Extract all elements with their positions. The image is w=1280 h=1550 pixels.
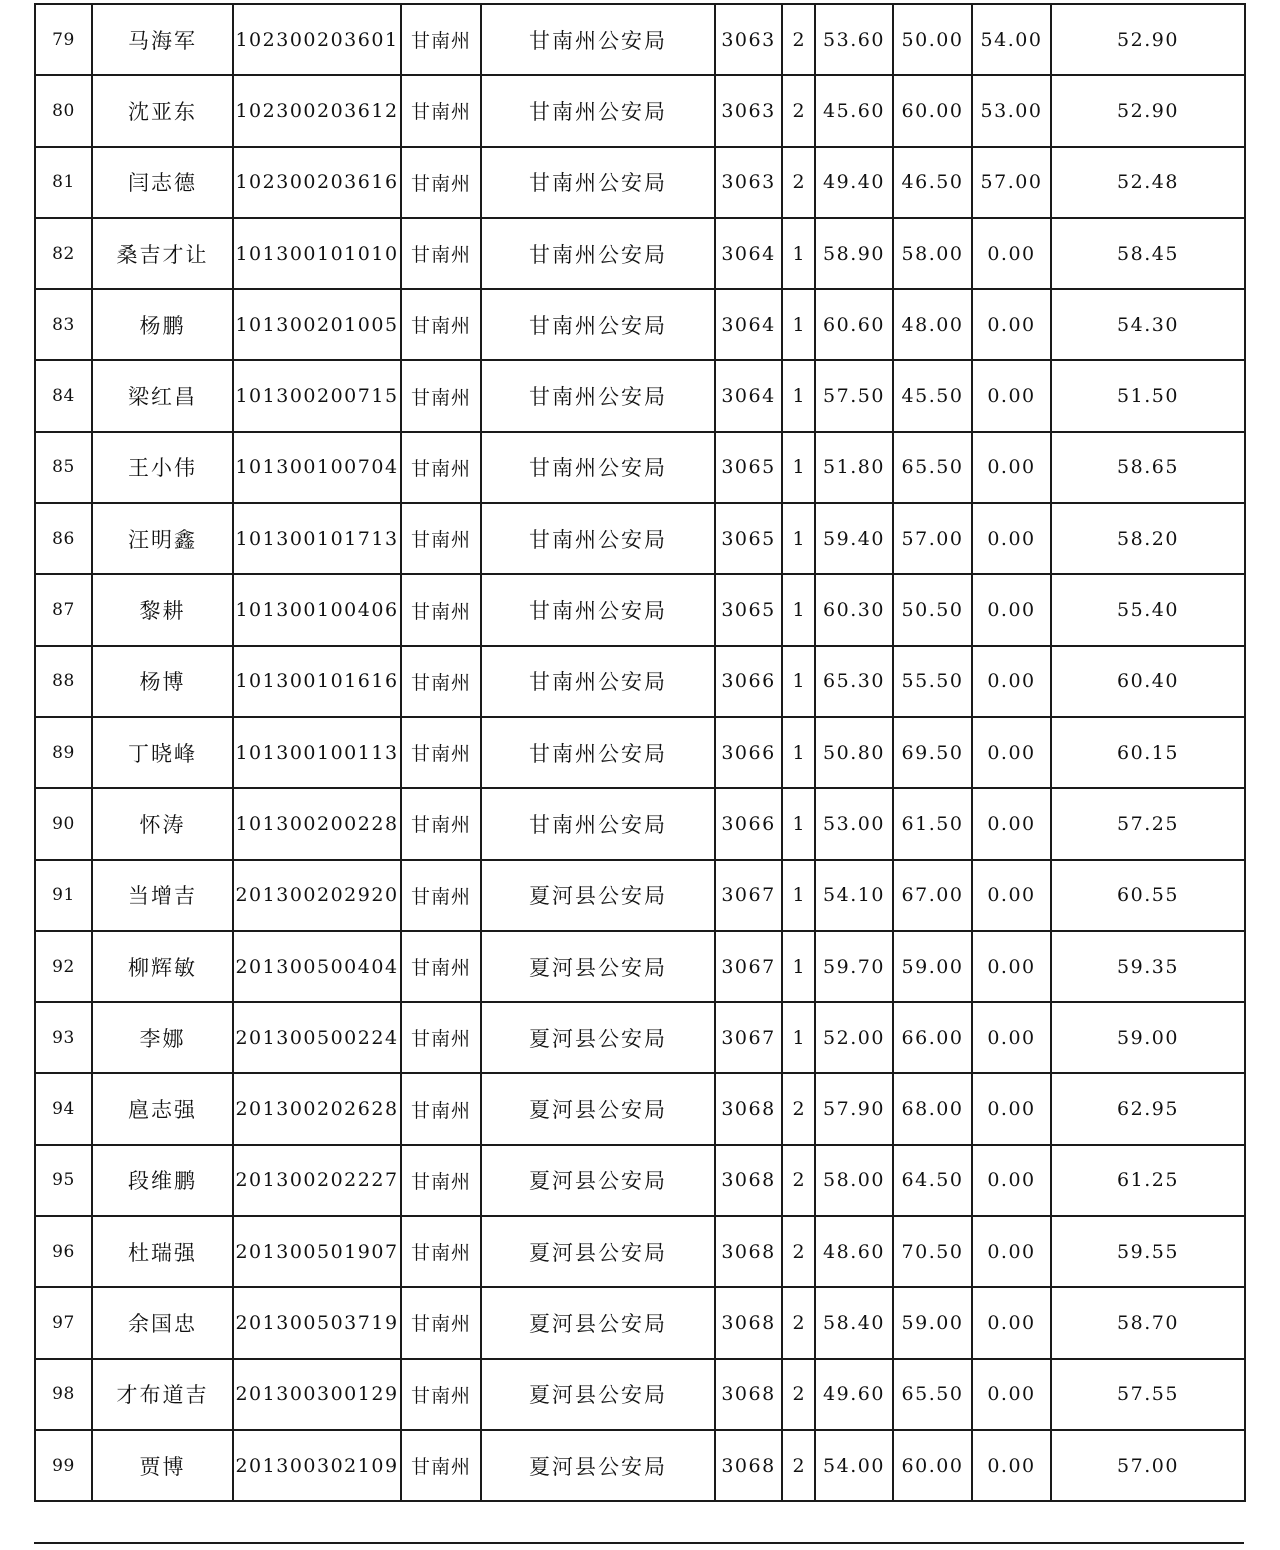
exam-id-cell: 101300101010 bbox=[233, 218, 401, 289]
region-cell: 甘南州 bbox=[401, 931, 481, 1002]
region-cell: 甘南州 bbox=[401, 1216, 481, 1287]
hiring-unit-cell: 甘南州公安局 bbox=[481, 147, 715, 218]
row-index-cell: 91 bbox=[35, 860, 92, 931]
total-score-cell: 57.25 bbox=[1051, 788, 1245, 859]
table-bottom-border bbox=[34, 1542, 1244, 1544]
score-test-cell: 58.00 bbox=[893, 218, 972, 289]
score-extra-cell: 0.00 bbox=[972, 360, 1051, 431]
score-test-cell: 55.50 bbox=[893, 646, 972, 717]
region-cell: 甘南州 bbox=[401, 1145, 481, 1216]
score-extra-cell: 0.00 bbox=[972, 1002, 1051, 1073]
region-cell: 甘南州 bbox=[401, 147, 481, 218]
region-cell: 甘南州 bbox=[401, 1287, 481, 1358]
table-body bbox=[35, 4, 1245, 1501]
hiring-unit-cell: 夏河县公安局 bbox=[481, 1359, 715, 1430]
score-written-cell: 59.70 bbox=[815, 931, 893, 1002]
post-code-cell: 3068 bbox=[715, 1287, 782, 1358]
candidate-name-cell: 扈志强 bbox=[92, 1073, 233, 1144]
score-extra-cell: 0.00 bbox=[972, 931, 1051, 1002]
post-code-cell: 3066 bbox=[715, 788, 782, 859]
candidate-name-cell: 汪明鑫 bbox=[92, 503, 233, 574]
score-extra-cell: 0.00 bbox=[972, 646, 1051, 717]
row-index-cell: 97 bbox=[35, 1287, 92, 1358]
candidate-name-cell: 黎耕 bbox=[92, 574, 233, 645]
score-written-cell: 53.00 bbox=[815, 788, 893, 859]
score-extra-cell: 0.00 bbox=[972, 788, 1051, 859]
total-score-cell: 58.70 bbox=[1051, 1287, 1245, 1358]
score-extra-cell: 0.00 bbox=[972, 503, 1051, 574]
score-extra-cell: 0.00 bbox=[972, 432, 1051, 503]
score-extra-cell: 0.00 bbox=[972, 289, 1051, 360]
post-code-cell: 3066 bbox=[715, 717, 782, 788]
score-extra-cell: 0.00 bbox=[972, 1145, 1051, 1216]
row-index-cell: 83 bbox=[35, 289, 92, 360]
score-written-cell: 51.80 bbox=[815, 432, 893, 503]
hiring-unit-cell: 夏河县公安局 bbox=[481, 1073, 715, 1144]
candidate-name-cell: 梁红昌 bbox=[92, 360, 233, 431]
candidate-name-cell: 当增吉 bbox=[92, 860, 233, 931]
region-cell: 甘南州 bbox=[401, 289, 481, 360]
hire-count-cell: 2 bbox=[782, 4, 815, 75]
total-score-cell: 57.00 bbox=[1051, 1430, 1245, 1501]
post-code-cell: 3065 bbox=[715, 432, 782, 503]
table-row bbox=[35, 860, 1245, 931]
hire-count-cell: 2 bbox=[782, 1287, 815, 1358]
exam-id-cell: 201300302109 bbox=[233, 1430, 401, 1501]
score-written-cell: 60.30 bbox=[815, 574, 893, 645]
exam-id-cell: 101300200228 bbox=[233, 788, 401, 859]
exam-id-cell: 101300201005 bbox=[233, 289, 401, 360]
region-cell: 甘南州 bbox=[401, 1359, 481, 1430]
table-row bbox=[35, 432, 1245, 503]
score-extra-cell: 54.00 bbox=[972, 4, 1051, 75]
candidate-name-cell: 闫志德 bbox=[92, 147, 233, 218]
exam-id-cell: 101300100113 bbox=[233, 717, 401, 788]
table-row bbox=[35, 1002, 1245, 1073]
score-written-cell: 53.60 bbox=[815, 4, 893, 75]
exam-id-cell: 101300100704 bbox=[233, 432, 401, 503]
hire-count-cell: 1 bbox=[782, 574, 815, 645]
hiring-unit-cell: 甘南州公安局 bbox=[481, 360, 715, 431]
row-index-cell: 87 bbox=[35, 574, 92, 645]
exam-id-cell: 201300503719 bbox=[233, 1287, 401, 1358]
row-index-cell: 94 bbox=[35, 1073, 92, 1144]
region-cell: 甘南州 bbox=[401, 503, 481, 574]
candidate-name-cell: 王小伟 bbox=[92, 432, 233, 503]
score-written-cell: 58.40 bbox=[815, 1287, 893, 1358]
row-index-cell: 88 bbox=[35, 646, 92, 717]
region-cell: 甘南州 bbox=[401, 218, 481, 289]
hire-count-cell: 2 bbox=[782, 1216, 815, 1287]
score-written-cell: 57.50 bbox=[815, 360, 893, 431]
score-test-cell: 57.00 bbox=[893, 503, 972, 574]
region-cell: 甘南州 bbox=[401, 860, 481, 931]
score-test-cell: 69.50 bbox=[893, 717, 972, 788]
score-written-cell: 58.90 bbox=[815, 218, 893, 289]
score-table bbox=[34, 3, 1246, 1502]
hiring-unit-cell: 甘南州公安局 bbox=[481, 432, 715, 503]
score-written-cell: 50.80 bbox=[815, 717, 893, 788]
region-cell: 甘南州 bbox=[401, 432, 481, 503]
exam-id-cell: 102300203616 bbox=[233, 147, 401, 218]
hire-count-cell: 1 bbox=[782, 788, 815, 859]
score-written-cell: 59.40 bbox=[815, 503, 893, 574]
hiring-unit-cell: 夏河县公安局 bbox=[481, 1002, 715, 1073]
score-written-cell: 65.30 bbox=[815, 646, 893, 717]
region-cell: 甘南州 bbox=[401, 1073, 481, 1144]
exam-id-cell: 201300500224 bbox=[233, 1002, 401, 1073]
score-extra-cell: 0.00 bbox=[972, 1216, 1051, 1287]
region-cell: 甘南州 bbox=[401, 574, 481, 645]
total-score-cell: 55.40 bbox=[1051, 574, 1245, 645]
row-index-cell: 80 bbox=[35, 75, 92, 146]
table-row bbox=[35, 218, 1245, 289]
row-index-cell: 86 bbox=[35, 503, 92, 574]
candidate-name-cell: 贾博 bbox=[92, 1430, 233, 1501]
table-row bbox=[35, 147, 1245, 218]
region-cell: 甘南州 bbox=[401, 788, 481, 859]
hiring-unit-cell: 甘南州公安局 bbox=[481, 646, 715, 717]
row-index-cell: 81 bbox=[35, 147, 92, 218]
score-test-cell: 65.50 bbox=[893, 1359, 972, 1430]
hire-count-cell: 2 bbox=[782, 1073, 815, 1144]
post-code-cell: 3068 bbox=[715, 1145, 782, 1216]
total-score-cell: 51.50 bbox=[1051, 360, 1245, 431]
score-test-cell: 59.00 bbox=[893, 1287, 972, 1358]
hire-count-cell: 1 bbox=[782, 432, 815, 503]
hiring-unit-cell: 夏河县公安局 bbox=[481, 1430, 715, 1501]
row-index-cell: 84 bbox=[35, 360, 92, 431]
post-code-cell: 3066 bbox=[715, 646, 782, 717]
table-row bbox=[35, 717, 1245, 788]
hire-count-cell: 1 bbox=[782, 289, 815, 360]
hiring-unit-cell: 夏河县公安局 bbox=[481, 1216, 715, 1287]
hiring-unit-cell: 甘南州公安局 bbox=[481, 218, 715, 289]
total-score-cell: 62.95 bbox=[1051, 1073, 1245, 1144]
score-test-cell: 68.00 bbox=[893, 1073, 972, 1144]
score-test-cell: 67.00 bbox=[893, 860, 972, 931]
exam-id-cell: 201300202920 bbox=[233, 860, 401, 931]
post-code-cell: 3065 bbox=[715, 574, 782, 645]
score-table-sheet bbox=[34, 3, 1244, 1502]
score-written-cell: 57.90 bbox=[815, 1073, 893, 1144]
post-code-cell: 3063 bbox=[715, 75, 782, 146]
row-index-cell: 82 bbox=[35, 218, 92, 289]
region-cell: 甘南州 bbox=[401, 1430, 481, 1501]
total-score-cell: 52.90 bbox=[1051, 4, 1245, 75]
table-row bbox=[35, 4, 1245, 75]
total-score-cell: 52.48 bbox=[1051, 147, 1245, 218]
candidate-name-cell: 段维鹏 bbox=[92, 1145, 233, 1216]
hire-count-cell: 2 bbox=[782, 1359, 815, 1430]
post-code-cell: 3064 bbox=[715, 218, 782, 289]
table-row bbox=[35, 574, 1245, 645]
hiring-unit-cell: 夏河县公安局 bbox=[481, 931, 715, 1002]
table-row bbox=[35, 646, 1245, 717]
hiring-unit-cell: 甘南州公安局 bbox=[481, 788, 715, 859]
total-score-cell: 58.45 bbox=[1051, 218, 1245, 289]
hire-count-cell: 1 bbox=[782, 931, 815, 1002]
hire-count-cell: 1 bbox=[782, 1002, 815, 1073]
exam-id-cell: 102300203601 bbox=[233, 4, 401, 75]
total-score-cell: 59.55 bbox=[1051, 1216, 1245, 1287]
post-code-cell: 3068 bbox=[715, 1216, 782, 1287]
candidate-name-cell: 才布道吉 bbox=[92, 1359, 233, 1430]
exam-id-cell: 201300501907 bbox=[233, 1216, 401, 1287]
table-row bbox=[35, 1216, 1245, 1287]
candidate-name-cell: 怀涛 bbox=[92, 788, 233, 859]
table-row bbox=[35, 289, 1245, 360]
row-index-cell: 99 bbox=[35, 1430, 92, 1501]
score-test-cell: 45.50 bbox=[893, 360, 972, 431]
hiring-unit-cell: 甘南州公安局 bbox=[481, 574, 715, 645]
score-written-cell: 52.00 bbox=[815, 1002, 893, 1073]
hiring-unit-cell: 甘南州公安局 bbox=[481, 289, 715, 360]
table-row bbox=[35, 1073, 1245, 1144]
row-index-cell: 92 bbox=[35, 931, 92, 1002]
score-extra-cell: 0.00 bbox=[972, 717, 1051, 788]
hiring-unit-cell: 甘南州公安局 bbox=[481, 4, 715, 75]
region-cell: 甘南州 bbox=[401, 4, 481, 75]
table-row bbox=[35, 1287, 1245, 1358]
hiring-unit-cell: 夏河县公安局 bbox=[481, 1145, 715, 1216]
post-code-cell: 3067 bbox=[715, 1002, 782, 1073]
score-test-cell: 60.00 bbox=[893, 1430, 972, 1501]
region-cell: 甘南州 bbox=[401, 1002, 481, 1073]
exam-id-cell: 101300101616 bbox=[233, 646, 401, 717]
exam-id-cell: 201300300129 bbox=[233, 1359, 401, 1430]
candidate-name-cell: 柳辉敏 bbox=[92, 931, 233, 1002]
score-extra-cell: 0.00 bbox=[972, 1073, 1051, 1144]
hiring-unit-cell: 甘南州公安局 bbox=[481, 717, 715, 788]
row-index-cell: 89 bbox=[35, 717, 92, 788]
region-cell: 甘南州 bbox=[401, 75, 481, 146]
score-extra-cell: 0.00 bbox=[972, 574, 1051, 645]
score-written-cell: 54.10 bbox=[815, 860, 893, 931]
table-row bbox=[35, 1145, 1245, 1216]
row-index-cell: 98 bbox=[35, 1359, 92, 1430]
exam-id-cell: 201300202227 bbox=[233, 1145, 401, 1216]
score-written-cell: 54.00 bbox=[815, 1430, 893, 1501]
post-code-cell: 3068 bbox=[715, 1073, 782, 1144]
post-code-cell: 3064 bbox=[715, 360, 782, 431]
exam-id-cell: 101300200715 bbox=[233, 360, 401, 431]
table-row bbox=[35, 503, 1245, 574]
table-row bbox=[35, 788, 1245, 859]
score-written-cell: 60.60 bbox=[815, 289, 893, 360]
score-written-cell: 58.00 bbox=[815, 1145, 893, 1216]
exam-id-cell: 201300500404 bbox=[233, 931, 401, 1002]
post-code-cell: 3063 bbox=[715, 147, 782, 218]
score-test-cell: 46.50 bbox=[893, 147, 972, 218]
score-extra-cell: 57.00 bbox=[972, 147, 1051, 218]
table-row bbox=[35, 1430, 1245, 1501]
post-code-cell: 3063 bbox=[715, 4, 782, 75]
score-test-cell: 50.50 bbox=[893, 574, 972, 645]
score-test-cell: 64.50 bbox=[893, 1145, 972, 1216]
hire-count-cell: 1 bbox=[782, 860, 815, 931]
score-test-cell: 70.50 bbox=[893, 1216, 972, 1287]
candidate-name-cell: 杨鹏 bbox=[92, 289, 233, 360]
table-row bbox=[35, 1359, 1245, 1430]
score-test-cell: 60.00 bbox=[893, 75, 972, 146]
table-row bbox=[35, 931, 1245, 1002]
score-written-cell: 48.60 bbox=[815, 1216, 893, 1287]
hire-count-cell: 2 bbox=[782, 1145, 815, 1216]
total-score-cell: 60.55 bbox=[1051, 860, 1245, 931]
score-extra-cell: 0.00 bbox=[972, 860, 1051, 931]
score-extra-cell: 0.00 bbox=[972, 218, 1051, 289]
post-code-cell: 3067 bbox=[715, 860, 782, 931]
total-score-cell: 59.00 bbox=[1051, 1002, 1245, 1073]
total-score-cell: 57.55 bbox=[1051, 1359, 1245, 1430]
candidate-name-cell: 丁晓峰 bbox=[92, 717, 233, 788]
post-code-cell: 3064 bbox=[715, 289, 782, 360]
candidate-name-cell: 余国忠 bbox=[92, 1287, 233, 1358]
exam-id-cell: 101300101713 bbox=[233, 503, 401, 574]
total-score-cell: 61.25 bbox=[1051, 1145, 1245, 1216]
hire-count-cell: 2 bbox=[782, 1430, 815, 1501]
candidate-name-cell: 杨博 bbox=[92, 646, 233, 717]
post-code-cell: 3067 bbox=[715, 931, 782, 1002]
hire-count-cell: 1 bbox=[782, 503, 815, 574]
candidate-name-cell: 马海军 bbox=[92, 4, 233, 75]
post-code-cell: 3068 bbox=[715, 1430, 782, 1501]
score-written-cell: 45.60 bbox=[815, 75, 893, 146]
score-written-cell: 49.60 bbox=[815, 1359, 893, 1430]
hire-count-cell: 2 bbox=[782, 75, 815, 146]
region-cell: 甘南州 bbox=[401, 646, 481, 717]
total-score-cell: 58.20 bbox=[1051, 503, 1245, 574]
hiring-unit-cell: 夏河县公安局 bbox=[481, 1287, 715, 1358]
row-index-cell: 95 bbox=[35, 1145, 92, 1216]
score-test-cell: 66.00 bbox=[893, 1002, 972, 1073]
region-cell: 甘南州 bbox=[401, 360, 481, 431]
hiring-unit-cell: 甘南州公安局 bbox=[481, 503, 715, 574]
row-index-cell: 85 bbox=[35, 432, 92, 503]
region-cell: 甘南州 bbox=[401, 717, 481, 788]
post-code-cell: 3065 bbox=[715, 503, 782, 574]
score-test-cell: 65.50 bbox=[893, 432, 972, 503]
exam-id-cell: 101300100406 bbox=[233, 574, 401, 645]
score-extra-cell: 0.00 bbox=[972, 1359, 1051, 1430]
candidate-name-cell: 李娜 bbox=[92, 1002, 233, 1073]
total-score-cell: 60.15 bbox=[1051, 717, 1245, 788]
row-index-cell: 90 bbox=[35, 788, 92, 859]
candidate-name-cell: 桑吉才让 bbox=[92, 218, 233, 289]
score-extra-cell: 0.00 bbox=[972, 1430, 1051, 1501]
exam-id-cell: 102300203612 bbox=[233, 75, 401, 146]
exam-id-cell: 201300202628 bbox=[233, 1073, 401, 1144]
row-index-cell: 93 bbox=[35, 1002, 92, 1073]
score-extra-cell: 0.00 bbox=[972, 1287, 1051, 1358]
total-score-cell: 60.40 bbox=[1051, 646, 1245, 717]
total-score-cell: 54.30 bbox=[1051, 289, 1245, 360]
table-row bbox=[35, 75, 1245, 146]
total-score-cell: 52.90 bbox=[1051, 75, 1245, 146]
table-row bbox=[35, 360, 1245, 431]
total-score-cell: 58.65 bbox=[1051, 432, 1245, 503]
candidate-name-cell: 沈亚东 bbox=[92, 75, 233, 146]
score-written-cell: 49.40 bbox=[815, 147, 893, 218]
hiring-unit-cell: 甘南州公安局 bbox=[481, 75, 715, 146]
hire-count-cell: 1 bbox=[782, 646, 815, 717]
row-index-cell: 96 bbox=[35, 1216, 92, 1287]
hire-count-cell: 1 bbox=[782, 717, 815, 788]
hire-count-cell: 2 bbox=[782, 147, 815, 218]
post-code-cell: 3068 bbox=[715, 1359, 782, 1430]
score-test-cell: 48.00 bbox=[893, 289, 972, 360]
hire-count-cell: 1 bbox=[782, 218, 815, 289]
row-index-cell: 79 bbox=[35, 4, 92, 75]
hire-count-cell: 1 bbox=[782, 360, 815, 431]
hiring-unit-cell: 夏河县公安局 bbox=[481, 860, 715, 931]
score-extra-cell: 53.00 bbox=[972, 75, 1051, 146]
score-test-cell: 50.00 bbox=[893, 4, 972, 75]
score-test-cell: 61.50 bbox=[893, 788, 972, 859]
score-test-cell: 59.00 bbox=[893, 931, 972, 1002]
candidate-name-cell: 杜瑞强 bbox=[92, 1216, 233, 1287]
total-score-cell: 59.35 bbox=[1051, 931, 1245, 1002]
